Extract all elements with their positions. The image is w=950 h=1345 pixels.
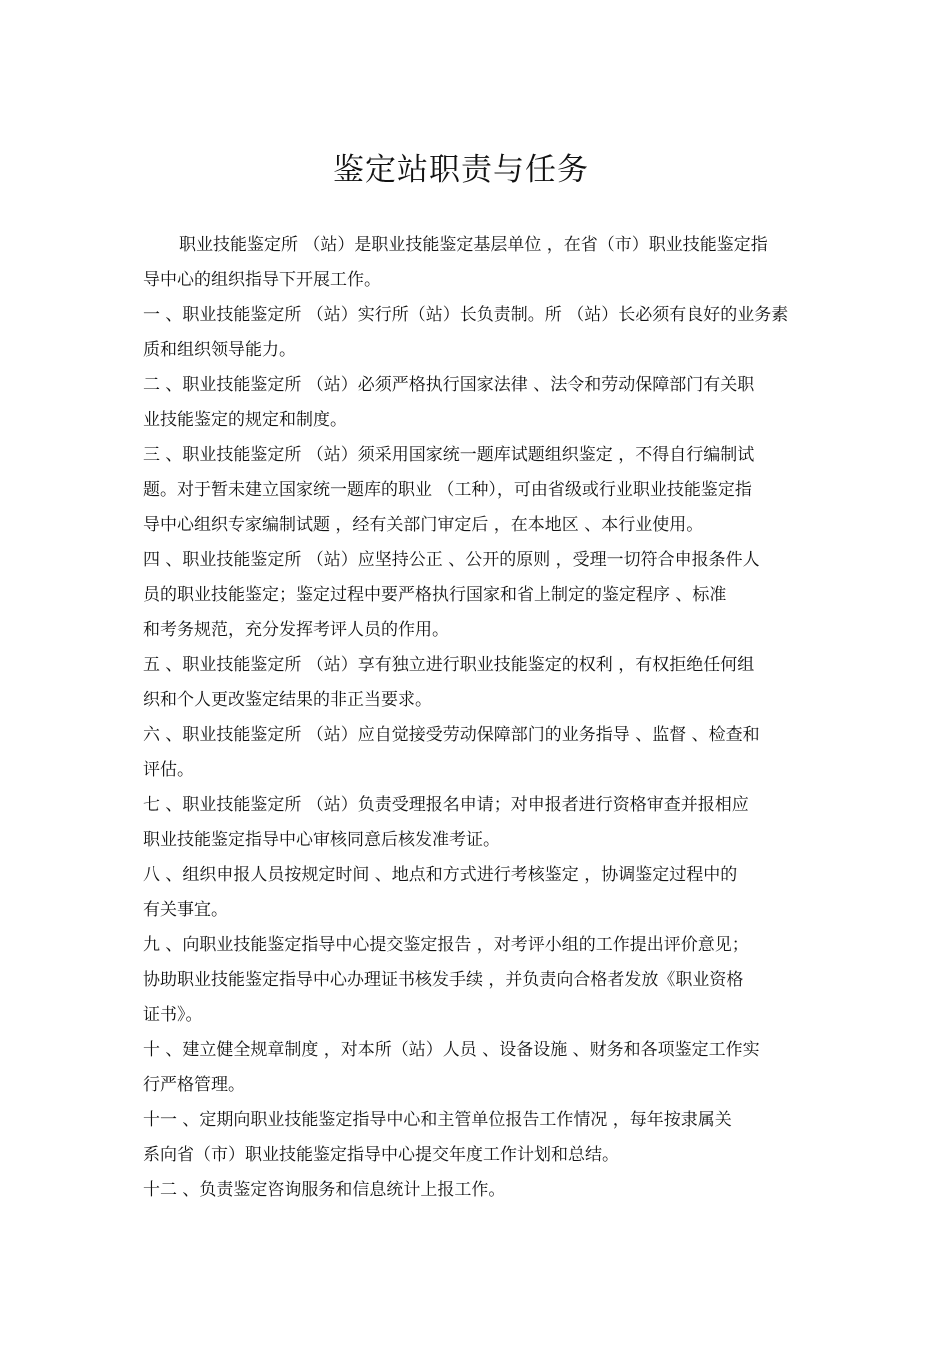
paragraph-line: 行严格管理。 — [143, 1075, 245, 1095]
paragraph-line: 职业技能鉴定所 （站）是职业技能鉴定基层单位 ，在省（市）职业技能鉴定指 — [179, 235, 768, 255]
paragraph-line: 有关事宜。 — [143, 900, 228, 920]
paragraph-line: 六 、职业技能鉴定所 （站）应自觉接受劳动保障部门的业务指导 、监督 、检查和 — [143, 725, 760, 745]
paragraph-line: 题。对于暂未建立国家统一题库的职业 （工种），可由省级或行业职业技能鉴定指 — [143, 480, 752, 500]
paragraph-line: 导中心的组织指导下开展工作。 — [143, 270, 381, 290]
paragraph-item-11 — [143, 1103, 807, 1173]
paragraph-item-4 — [143, 543, 807, 648]
paragraph-line: 九 、向职业技能鉴定指导中心提交鉴定报告 ，对考评小组的工作提出评价意见； — [143, 935, 749, 955]
paragraph-line: 十二 、负责鉴定咨询服务和信息统计上报工作。 — [143, 1180, 506, 1200]
paragraph-line: 三 、职业技能鉴定所 （站）须采用国家统一题库试题组织鉴定 ，不得自行编制试 — [143, 445, 755, 465]
paragraph-item-12 — [143, 1173, 807, 1208]
paragraph-line: 织和个人更改鉴定结果的非正当要求。 — [143, 690, 432, 710]
paragraph-line: 四 、职业技能鉴定所 （站）应坚持公正 、公开的原则 ，受理一切符合申报条件人 — [143, 550, 760, 570]
paragraph-item-3 — [143, 438, 807, 543]
paragraph-item-7 — [143, 788, 807, 858]
paragraph-line: 五 、职业技能鉴定所 （站）享有独立进行职业技能鉴定的权利 ，有权拒绝任何组 — [143, 655, 755, 675]
paragraph-line: 二 、职业技能鉴定所 （站）必须严格执行国家法律 、法令和劳动保障部门有关职 — [143, 375, 755, 395]
paragraph-item-8 — [143, 858, 807, 928]
paragraph-line: 职业技能鉴定指导中心审核同意后核发准考证。 — [143, 830, 500, 850]
paragraph-line: 导中心组织专家编制试题 ，经有关部门审定后 ，在本地区 、本行业使用。 — [143, 515, 704, 535]
paragraph-line: 员的职业技能鉴定；鉴定过程中要严格执行国家和省上制定的鉴定程序 、标准 — [143, 585, 727, 605]
document-title: 鉴定站职责与任务 — [333, 152, 589, 188]
paragraph-intro — [143, 228, 807, 298]
paragraph-item-9 — [143, 928, 807, 1033]
paragraph-line: 一 、职业技能鉴定所 （站）实行所（站）长负责制。所 （站）长必须有良好的业务素 — [143, 305, 789, 325]
paragraph-line: 七 、职业技能鉴定所 （站）负责受理报名申请；对申报者进行资格审查并报相应 — [143, 795, 749, 815]
paragraph-line: 协助职业技能鉴定指导中心办理证书核发手续 ，并负责向合格者发放《职业资格 — [143, 970, 744, 990]
paragraph-line: 业技能鉴定的规定和制度。 — [143, 410, 347, 430]
paragraph-line: 十一 、定期向职业技能鉴定指导中心和主管单位报告工作情况 ，每年按隶属关 — [143, 1110, 732, 1130]
paragraph-line: 证书》。 — [143, 1005, 203, 1025]
paragraph-line: 八 、组织申报人员按规定时间 、地点和方式进行考核鉴定 ，协调鉴定过程中的 — [143, 865, 738, 885]
paragraph-item-5 — [143, 648, 807, 718]
paragraph-line: 和考务规范，充分发挥考评人员的作用。 — [143, 620, 449, 640]
paragraph-item-6 — [143, 718, 807, 788]
document-body — [143, 228, 807, 1208]
paragraph-line: 十 、建立健全规章制度 ，对本所（站）人员 、设备设施 、财务和各项鉴定工作实 — [143, 1040, 760, 1060]
paragraph-line: 系向省（市）职业技能鉴定指导中心提交年度工作计划和总结。 — [143, 1145, 619, 1165]
paragraph-line: 质和组织领导能力。 — [143, 340, 296, 360]
paragraph-item-10 — [143, 1033, 807, 1103]
paragraph-item-1 — [143, 298, 807, 368]
paragraph-item-2 — [143, 368, 807, 438]
paragraph-line: 评估。 — [143, 760, 194, 780]
